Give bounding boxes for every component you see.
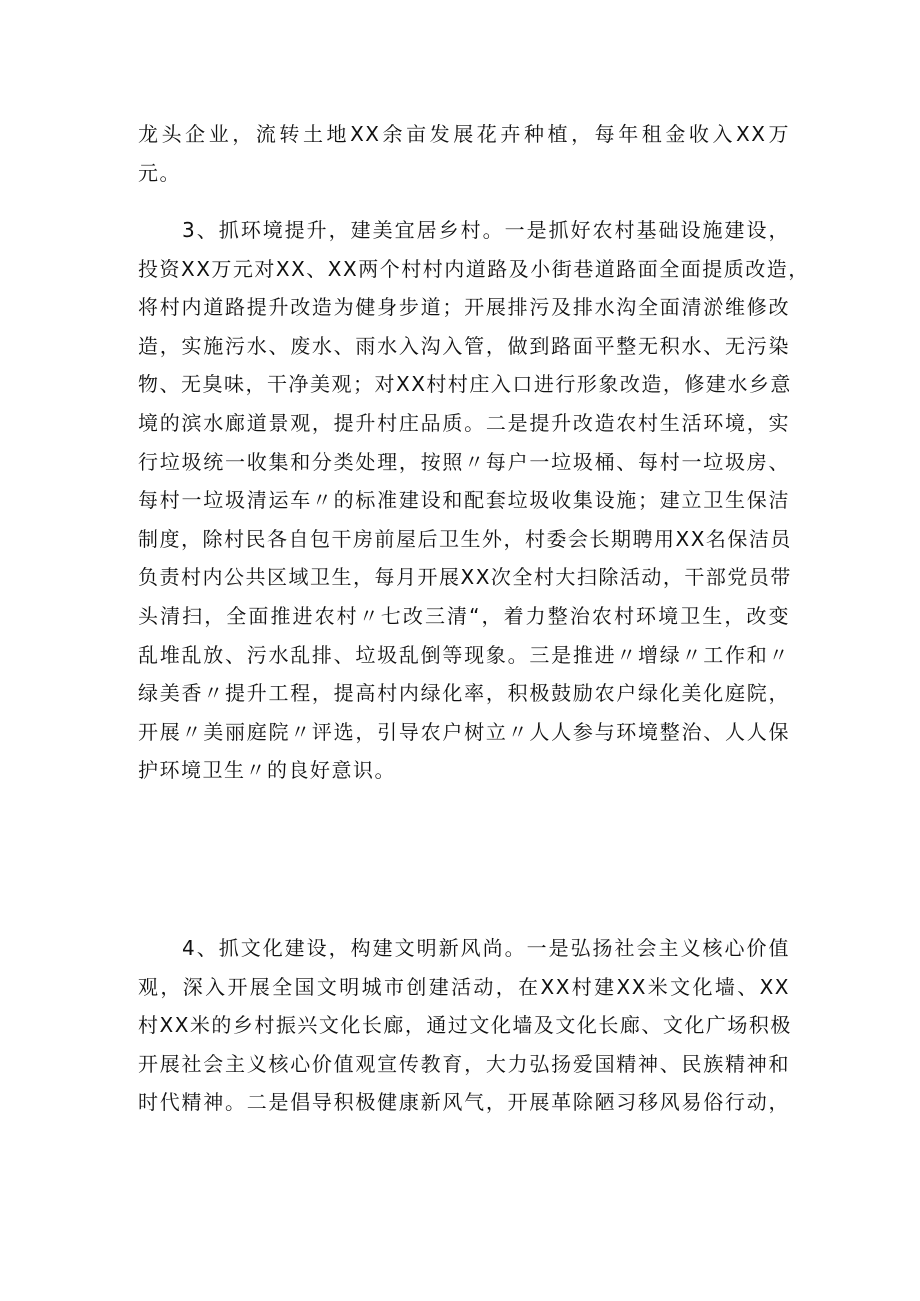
text-line: 投资XX万元对XX、XX两个村村内道路及小街巷道路面全面提质改造， — [138, 256, 810, 281]
text-line: 村XX米的乡村振兴文化长廊，通过文化墙及文化长廊、文化广场积极 — [138, 1013, 792, 1038]
paragraph-continuation — [138, 115, 790, 192]
text-line: 境的滨水廊道景观，提升村庄品质。二是提升改造农村生活环境，实 — [138, 410, 790, 435]
text-line: 绿美香〃提升工程，提高村内绿化率，积极鼓励农户绿化美化庭院， — [138, 681, 790, 706]
text-line: 头清扫，全面推进农村〃七改三清“，着力整治农村环境卫生，改变 — [138, 603, 790, 628]
paragraph-culture — [138, 929, 790, 1122]
text-line: 开展社会主义核心价值观宣传教育，大力弘扬爱国精神、民族精神和 — [138, 1051, 790, 1076]
text-line: 护环境卫生〃的良好意识。 — [138, 758, 396, 783]
text-line: 观，深入开展全国文明城市创建活动，在XX村建XX米文化墙、XX — [138, 974, 790, 999]
text-line: 物、无臭味，干净美观；对XX村村庄入口进行形象改造，修建水乡意 — [138, 372, 792, 397]
text-line: 制度，除村民各自包干房前屋后卫生外，村委会长期聘用XX名保洁员 — [138, 526, 792, 551]
text-line: 每村一垃圾清运车〃的标准建设和配套垃圾收集设施；建立卫生保洁 — [138, 488, 790, 513]
text-line: 时代精神。二是倡导积极健康新风气，开展革除陋习移风易俗行动， — [138, 1090, 790, 1115]
text-line: 将村内道路提升改造为健身步道；开展排污及排水沟全面清淤维修改 — [138, 295, 790, 320]
paragraph-heading-line: 4、抓文化建设，构建文明新风尚。一是弘扬社会主义核心价值 — [182, 936, 790, 960]
paragraph-environment — [138, 211, 810, 790]
text-line: 造，实施污水、废水、雨水入沟入管，做到路面平整无积水、无污染 — [138, 333, 790, 358]
text-line: 开展〃美丽庭院〃评选，引导农户树立〃人人参与环境整治、人人保 — [138, 719, 790, 744]
text-line: 龙头企业，流转土地XX余亩发展花卉种植，每年租金收入XX万 — [138, 122, 790, 146]
text-line: 乱堆乱放、污水乱排、垃圾乱倒等现象。三是推进〃增绿〃工作和〃 — [138, 642, 790, 667]
text-line: 行垃圾统一收集和分类处理，按照〃每户一垃圾桶、每村一垃圾房、 — [138, 449, 790, 474]
paragraph-heading-line: 3、抓环境提升，建美宜居乡村。一是抓好农村基础设施建设， — [182, 218, 790, 242]
text-line: 元。 — [138, 160, 181, 185]
text-line: 负责村内公共区域卫生，每月开展XX次全村大扫除活动，干部党员带 — [138, 565, 792, 590]
